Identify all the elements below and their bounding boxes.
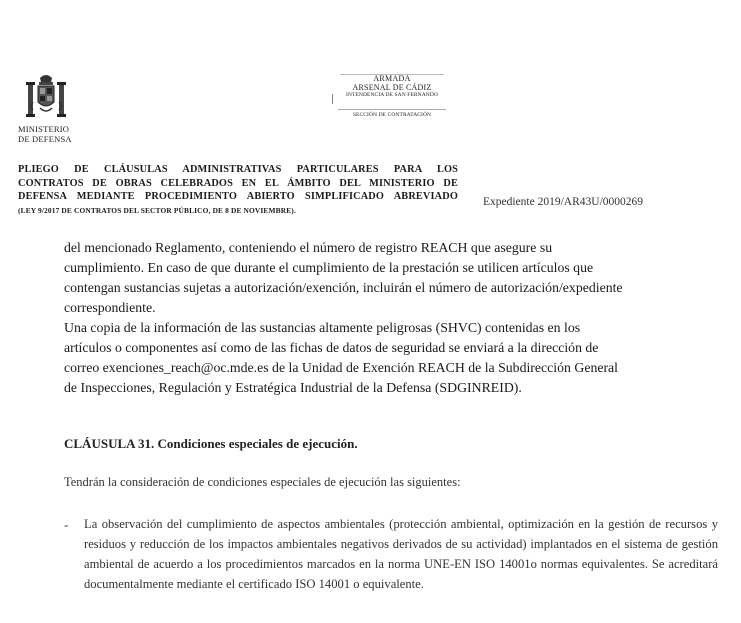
body-paragraph: del mencionado Reglamento, conteniendo el número de registro REACH que asegure su cumplimiento. En caso de que durante el cumplimiento de la prestación se utilicen artículos que contengan sustancias sujetas a autorización/exención, incluirán el número de autorización/expediente correspondiente. Una copia de la información de las sustancias altamente peligrosas (SHVC) contenidas en los artículos o componentes así como de las fichas de datos de seguridad se enviará a la dirección de correo exenciones_reach@oc.mde.es de la Unidad de Exención REACH de la Subdirección General de Inspecciones, Regulación y Estratégica Industrial de la Defensa (SDGINREID). [64, 240, 623, 395]
clause-title: CLÁUSULA 31. Condiciones especiales de ejecución. [64, 436, 358, 451]
department-stamp: ARMADA ARSENAL DE CÁDIZ INTENDENCIA DE SAN FERNANDO SECCIÓN DE CONTRATACIÓN [332, 74, 452, 120]
clause-intro: Tendrán la consideración de condiciones especiales de ejecución las siguientes: [64, 475, 461, 489]
document-heading: PLIEGO DE CLÁUSULAS ADMINISTRATIVAS PARTICULARES PARA LOS CONTRATOS DE OBRAS CELEBRADOS EN EL ÁMBITO DEL MINISTERIO DE DEFENSA MEDIANTE PROCEDIMIENTO ABIERTO SIMPLIFICADO ABREVIADO (LEY 9/2017 DE CONTRATOS DEL SECTOR PÚBLICO, DE 8 DE NOVIEMBRE). [18, 164, 458, 215]
coat-of-arms-icon [22, 72, 70, 122]
bullet-item: La observación del cumplimiento de aspectos ambientales (protección ambiental, optimización en la gestión de recursos y residuos y reducción de los impactos ambientales negativos derivados de su actividad) implantados en el sistema de gestión ambiental de acuerdo a los procedimientos marcados en la norma UNE-EN ISO 14001o normas equivalentes. Se acreditará documentalmente mediante el certificado ISO 14001 o equivalente. [84, 517, 718, 591]
stamp-divider [338, 109, 446, 110]
ministry-name: MINISTERIO DE DEFENSA [18, 124, 72, 144]
file-number: Expediente 2019/AR43U/0000269 [483, 196, 644, 208]
stamp-divider [332, 94, 333, 104]
stamp-divider [340, 74, 444, 75]
bullet-dash: - [64, 517, 69, 532]
